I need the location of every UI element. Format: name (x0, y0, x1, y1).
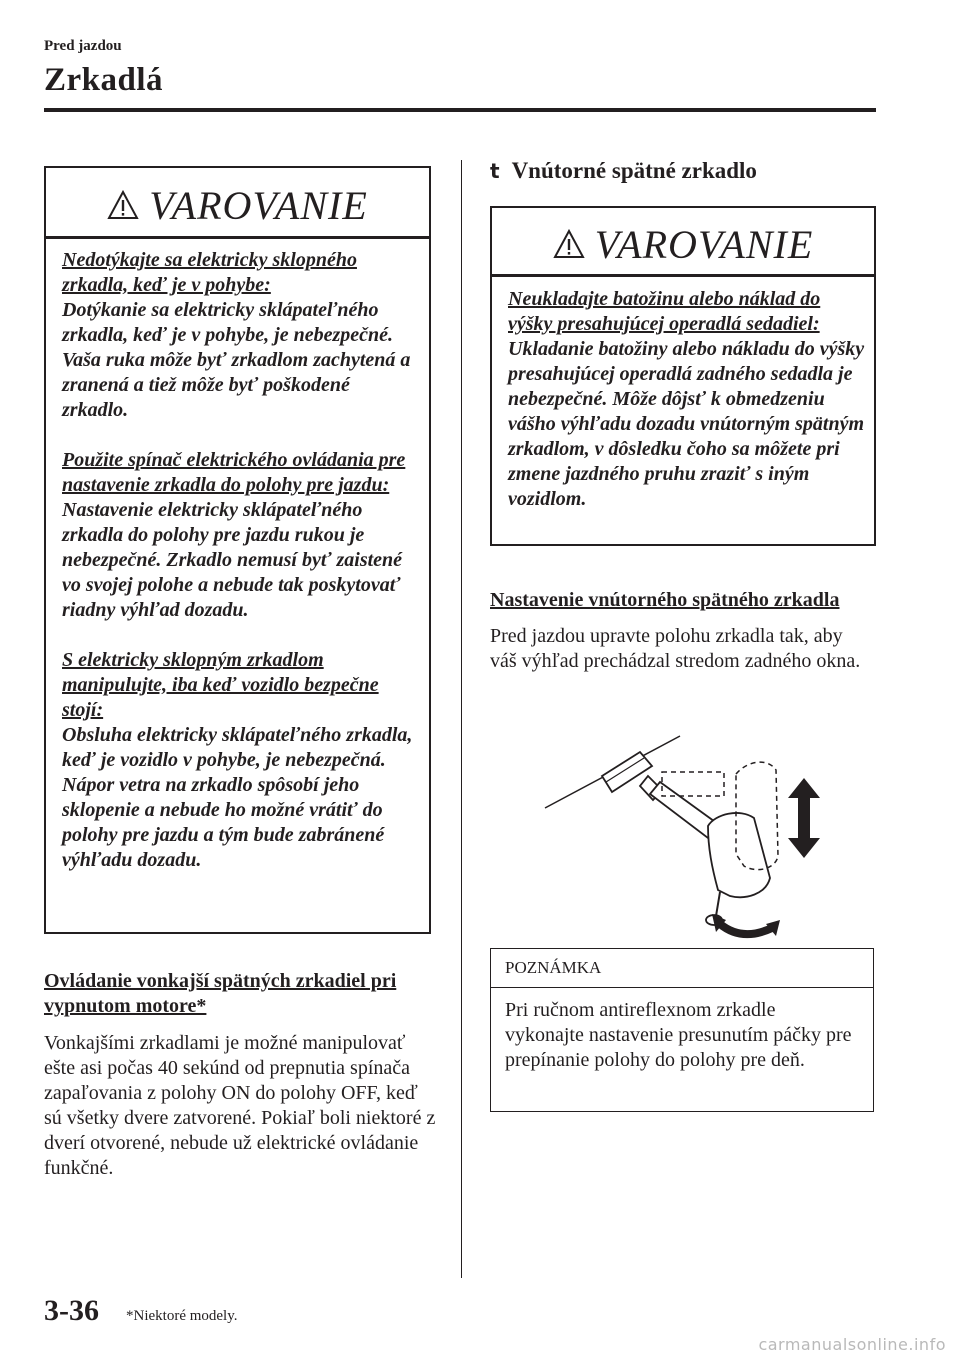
left-warning-box (44, 166, 431, 934)
right-warning-box (490, 206, 876, 546)
column-divider (461, 160, 462, 1278)
warning-item-lead: S elektricky sklopným zrkadlom manipulujte, iba keď vozidlo bezpečne stojí: (62, 649, 379, 721)
right-body-text: Pred jazdou upravte polohu zrkadla tak, aby váš výhľad prechádzal stredom zadného okna. (490, 625, 861, 672)
warning-body (492, 277, 874, 512)
footnote: *Niektoré modely. (126, 1308, 238, 1324)
warning-item-text: Ukladanie batožiny alebo nákladu do výšky presahujúcej operadlá zadného sedadla je nebezpečné. Môže dôjsť k obmedzeniu vášho výhľadu dozadu vnútorným spätným zrkadlom, v dôsledku čoho sa môžete pri zmene jazdného pruhu zraziť s iným vozidlom. (508, 338, 865, 510)
mirror-illustration (540, 728, 840, 948)
warning-item (62, 448, 417, 623)
rearview-mirror-diagram (540, 728, 840, 948)
left-subheading: Ovládanie vonkajší spätných zrkadiel pri vypnutom motore* (44, 970, 397, 1017)
heading-marker: t (490, 159, 500, 183)
warning-header (46, 168, 429, 236)
warning-item (508, 287, 866, 512)
page-title: Zrkadlá (44, 62, 164, 98)
note-box (490, 948, 874, 1112)
warning-triangle-icon (553, 229, 585, 259)
warning-title: VAROVANIE (149, 182, 368, 228)
warning-item-lead: Použite spínač elektrického ovládania pre nastavenie zrkadla do polohy pre jazdu: (62, 449, 406, 496)
warning-item-lead: Nedotýkajte sa elektricky sklopného zrkadla, keď je v pohybe: (62, 249, 357, 296)
watermark: carmanualsonline.info (758, 1335, 946, 1354)
warning-item (62, 248, 417, 423)
heading-text: Vnútorné spätné zrkadlo (511, 158, 757, 183)
right-subheading: Nastavenie vnútorného spätného zrkadla (490, 589, 840, 611)
warning-item-text: Nastavenie elektricky sklápateľného zrkadla do polohy pre jazdu rukou je nebezpečné. Zrkadlo nemusí byť zaistené vo svojej polohe a nebude tak poskytovať riadny výhľad dozadu. (62, 499, 403, 621)
note-heading: POZNÁMKA (505, 958, 602, 977)
note-text: Pri ručnom antireflexnom zrkadle vykonajte nastavenie presunutím páčky pre prepínanie polohy do polohy pre deň. (505, 999, 852, 1071)
right-heading (490, 158, 757, 184)
warning-title: VAROVANIE (594, 221, 814, 267)
warning-item-text: Dotýkanie sa elektricky sklápateľného zrkadla, keď je v pohybe, je nebezpečné. Vaša ruka môže byť zrkadlom zachytená a zranená a tiež môže byť poškodené zrkadlo. (62, 299, 411, 421)
title-rule (44, 108, 876, 112)
warning-header (492, 208, 874, 274)
warning-item (62, 648, 417, 873)
warning-item-lead: Neukladajte batožinu alebo náklad do výšky presahujúcej operadlá sedadiel: (508, 288, 821, 335)
warning-triangle-icon (107, 190, 139, 220)
section-label: Pred jazdou (44, 38, 122, 54)
warning-item-text: Obsluha elektricky sklápateľného zrkadla, keď je vozidlo v pohybe, je nebezpečná. Nápor vetra na zrkadlo spôsobí jeho sklopenie a nebude ho možné vrátiť do polohy pre jazdu a tým bude zabránené výhľadu dozadu. (62, 724, 413, 871)
warning-body (46, 239, 429, 873)
page-number: 3-36 (44, 1294, 99, 1327)
left-body-text: Vonkajšími zrkadlami je možné manipulovať ešte asi počas 40 sekúnd od prepnutia spínača zapaľovania z polohy ON do polohy OFF, keď sú všetky dvere zatvorené. Pokiaľ boli niektoré z dverí otvorené, nebude už elektrické ovládanie funkčné. (44, 1032, 436, 1179)
